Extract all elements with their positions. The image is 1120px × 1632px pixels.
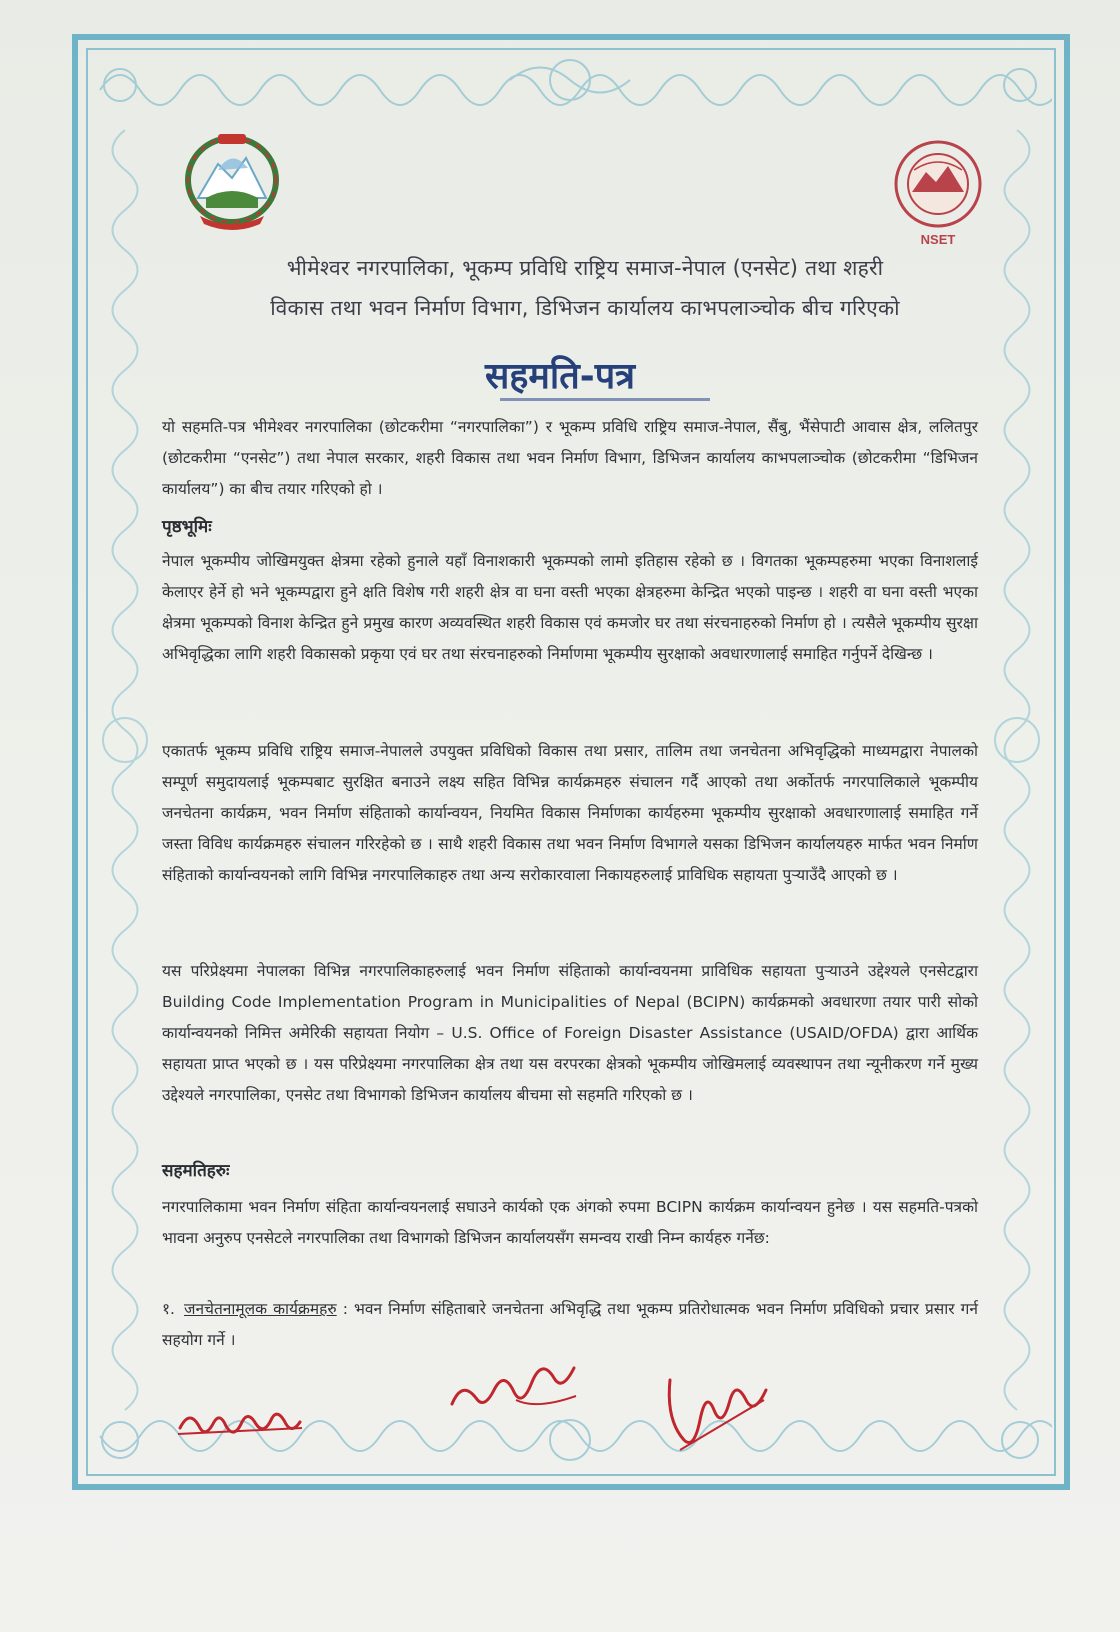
agreement-item-1-text: : भवन निर्माण संहिताबारे जनचेतना अभिवृद्धि तथा भूकम्प प्रतिरोधात्मक भवन निर्माण प्रविधिको प्रचार प्रसार गर्न सहयोग गर्ने ।: [162, 1300, 978, 1349]
background-paragraph-3: यस परिप्रेक्ष्यमा नेपालका विभिन्न नगरपालिकाहरुलाई भवन निर्माण संहिताको कार्यान्वयनमा प्राविधिक सहायता पुऱ्याउने उद्देश्यले एनसेटद्वारा Building Code Implementation Program in Municipalities of Nepal (BCIPN) कार्यक्रमको अवधारणा तयार पारी सोको कार्यान्वयनको निमित्त अमेरिकी सहायता नियोग – U.S. Office of Foreign Disaster Assistance (USAID/OFDA) द्वारा आर्थिक सहायता प्राप्त भएको छ । यस परिप्रेक्ष्यमा नगरपालिका क्षेत्र तथा यस वरपरका क्षेत्रको भूकम्पीय जोखिमलाई व्यवस्थापन तथा न्यूनीकरण गर्ने मुख्य उद्देश्यले नगरपालिका, एनसेट तथा विभागको डिभिजन कार्यालय बीचमा सो सहमति गरिएको छ ।: [162, 962, 978, 1104]
title-underline: [500, 398, 710, 401]
heading-line-1: भीमेश्वर नगरपालिका, भूकम्प प्रविधि राष्ट्रिय समाज-नेपाल (एनसेट) तथा शहरी: [286, 256, 884, 280]
agreement-item-1-label: जनचेतनामूलक कार्यक्रमहरु: [184, 1300, 337, 1318]
document-title: सहमति-पत्र: [484, 356, 636, 397]
agreements-heading: सहमतिहरुः: [162, 1161, 230, 1181]
agreement-item-1: [162, 1294, 978, 1356]
signature-3: [660, 1360, 780, 1470]
signature-1: [172, 1398, 312, 1444]
agreement-item-1-number: १.: [162, 1300, 175, 1318]
agreements-paragraph: नगरपालिकामा भवन निर्माण संहिता कार्यान्वयनलाई सघाउने कार्यको एक अंगको रुपमा BCIPN कार्यक्रम कार्यान्वयन हुनेछ । यस सहमति-पत्रको भावना अनुरुप एनसेटले नगरपालिका तथा विभागको डिभिजन कार्यालयसँग समन्वय राखी निम्न कार्यहरु गर्नेछ:: [162, 1198, 978, 1247]
background-paragraph-1: नेपाल भूकम्पीय जोखिमयुक्त क्षेत्रमा रहेको हुनाले यहाँ विनाशकारी भूकम्पको लामो इतिहास रहेको छ । विगतका भूकम्पहरुमा भएका विनाशलाई केलाएर हेर्ने हो भने भूकम्पद्वारा हुने क्षति विशेष गरी शहरी क्षेत्र वा घना वस्ती भएका क्षेत्रहरुमा केन्द्रित भएको पाइन्छ । शहरी वा घना वस्ती भएका क्षेत्रमा भूकम्पको विनाश केन्द्रित हुने प्रमुख कारण अव्यवस्थित शहरी विकास एवं कमजोर घर तथा संरचनाहरुको निर्माण हो । त्यसैले भूकम्पीय सुरक्षा अभिवृद्धिका लागि शहरी विकासको प्रकृया एवं घर तथा संरचनाहरुको निर्माणमा भूकम्पीय सुरक्षाको अवधारणालाई समाहित गर्नुपर्ने देखिन्छ ।: [162, 552, 978, 663]
nset-logo: [890, 140, 986, 250]
nepal-emblem-logo: [178, 128, 286, 234]
nset-logo-label: NSET: [920, 232, 956, 247]
background-heading: पृष्ठभूमिः: [162, 517, 212, 537]
background-paragraph-2: एकातर्फ भूकम्प प्रविधि राष्ट्रिय समाज-नेपालले उपयुक्त प्रविधिको विकास तथा प्रसार, तालिम तथा जनचेतना अभिवृद्धिको माध्यमद्वारा नेपालको सम्पूर्ण समुदायलाई भूकम्पबाट सुरक्षित बनाउने लक्ष्य सहित विभिन्न कार्यक्रमहरु संचालन गर्दै आएको तथा अर्कोतर्फ नगरपालिकाले भूकम्पीय जनचेतना कार्यक्रम, भवन निर्माण संहिताको कार्यान्वयन, नियमित विकास निर्माणका कार्यहरुमा भूकम्पीय सुरक्षाको अवधारणालाई समाहित गर्ने जस्ता विविध कार्यक्रमहरु संचालन गरिरहेको छ । साथै शहरी विकास तथा भवन निर्माण विभागले यसका डिभिजन कार्यालयहरु मार्फत भवन निर्माण संहिताको कार्यान्वयनको लागि विभिन्न नगरपालिकाहरु तथा अन्य सरोकारवाला निकायहरुलाई प्राविधिक सहायता पुऱ्याउँदै आएको छ ।: [162, 742, 978, 884]
heading-line-2: विकास तथा भवन निर्माण विभाग, डिभिजन कार्यालय काभपलाञ्चोक बीच गरिएको: [270, 296, 900, 320]
intro-paragraph: यो सहमति-पत्र भीमेश्वर नगरपालिका (छोटकरीमा “नगरपालिका”) र भूकम्प प्रविधि राष्ट्रिय समाज-नेपाल, सैंबु, भैंसेपाटी आवास क्षेत्र, ललितपुर (छोटकरीमा “एनसेट”) तथा नेपाल सरकार, शहरी विकास तथा भवन निर्माण विभाग, डिभिजन कार्यालय काभपलाञ्चोक (छोटकरीमा “डिभिजन कार्यालय”) का बीच तयार गरिएको हो ।: [162, 418, 978, 498]
signature-2: [446, 1360, 596, 1420]
